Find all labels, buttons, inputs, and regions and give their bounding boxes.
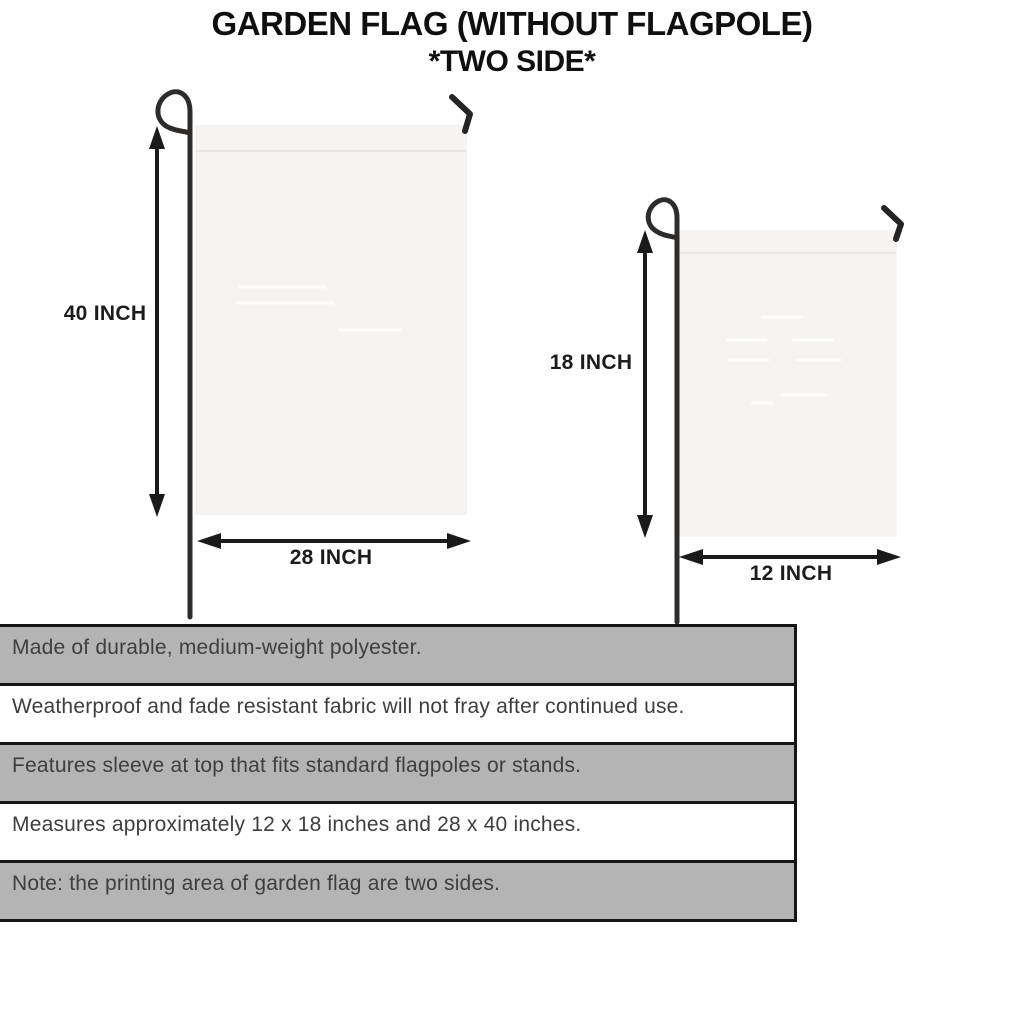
feature-table	[0, 624, 797, 922]
small-flag-canvas	[677, 230, 897, 537]
small-flag-group	[637, 200, 901, 622]
large-flag-width-label: 28 INCH	[289, 546, 373, 569]
large-flag-height-label: 40 INCH	[63, 302, 147, 325]
feature-row-weatherproof	[0, 686, 794, 745]
feature-row-sleeve	[0, 745, 794, 804]
page-title-line1: GARDEN FLAG (WITHOUT FLAGPOLE)	[211, 5, 813, 42]
feature-text: Features sleeve at top that fits standard flagpoles or stands.	[12, 754, 582, 777]
large-flag-group	[149, 92, 471, 617]
small-flag-width-label: 12 INCH	[749, 562, 833, 585]
feature-row-measures	[0, 804, 794, 863]
page-title-line2: *TWO SIDE*	[428, 45, 596, 78]
large-flag-canvas	[195, 125, 467, 515]
small-flagpole	[648, 200, 677, 622]
feature-text: Weatherproof and fade resistant fabric will not fray after continued use.	[12, 695, 685, 718]
feature-text: Note: the printing area of garden flag are two sides.	[12, 872, 501, 895]
large-flagpole	[158, 92, 190, 617]
feature-text: Made of durable, medium-weight polyester.	[12, 636, 422, 659]
feature-text: Measures approximately 12 x 18 inches and 28 x 40 inches.	[12, 813, 582, 836]
small-flag-height-arrow	[637, 230, 653, 538]
feature-row-note	[0, 863, 794, 922]
feature-row-material	[0, 627, 794, 686]
small-flag-height-label: 18 INCH	[549, 351, 633, 374]
